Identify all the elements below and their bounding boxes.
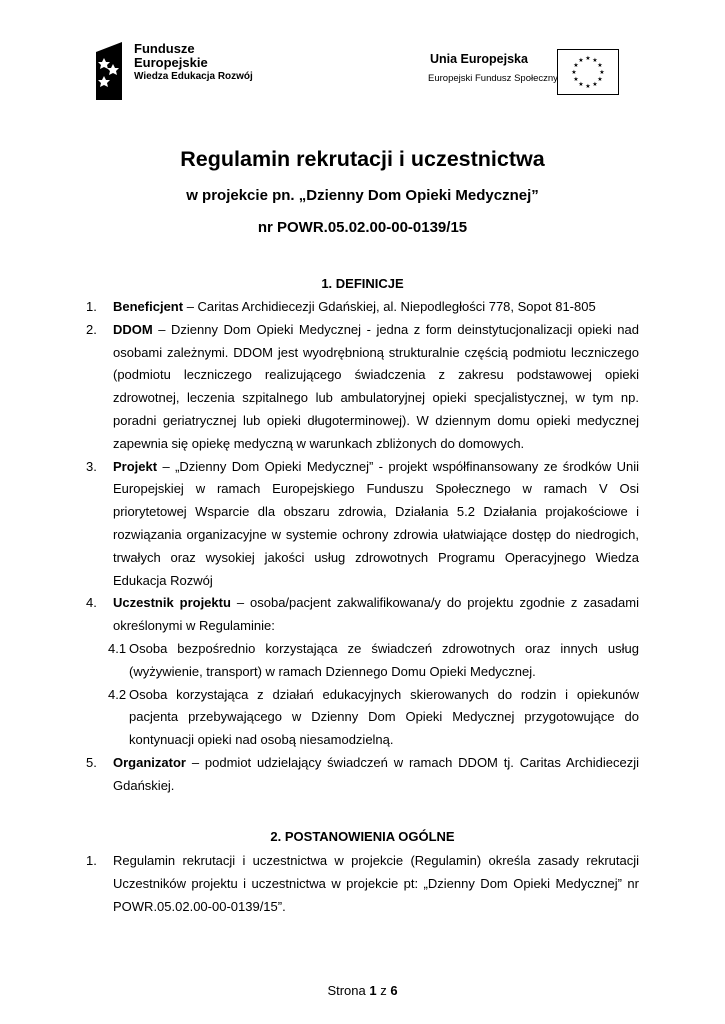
list-item <box>86 456 639 593</box>
svg-text:★: ★ <box>592 81 598 88</box>
page-separator: z <box>376 983 391 998</box>
section-1-heading: 1. DEFINICJE <box>321 276 404 291</box>
definition-term: Beneficjent <box>113 299 184 314</box>
svg-text:★: ★ <box>573 76 579 83</box>
eu-logo-title: Unia Europejska <box>430 52 528 66</box>
svg-text:★: ★ <box>599 69 605 76</box>
svg-text:★: ★ <box>592 57 598 64</box>
fe-logo-line1: Fundusze <box>134 41 195 56</box>
item-number: 4. <box>86 595 97 611</box>
general-provisions-list <box>86 850 639 918</box>
svg-text:★: ★ <box>578 81 584 88</box>
list-subitem <box>86 684 639 752</box>
svg-text:★: ★ <box>585 55 591 62</box>
subitem-number: 4.1 <box>108 640 127 656</box>
list-item <box>86 296 639 319</box>
definition-term: Organizator <box>113 754 186 770</box>
list-item <box>86 850 639 918</box>
list-subitem <box>86 638 639 684</box>
item-number: 1. <box>86 853 97 868</box>
definition-term: Uczestnik projektu <box>113 595 231 611</box>
fe-star-icon <box>96 42 128 100</box>
document-subtitle: w projekcie pn. „Dzienny Dom Opieki Medycznej” <box>186 187 539 204</box>
list-item <box>86 592 639 638</box>
page-label: Strona <box>327 983 370 998</box>
document-title: Regulamin rekrutacji i uczestnictwa <box>180 147 545 171</box>
section-2-heading: 2. POSTANOWIENIA OGÓLNE <box>270 829 455 844</box>
definition-term: DDOM <box>113 321 153 337</box>
svg-text:★: ★ <box>597 62 603 69</box>
eu-flag-icon <box>557 49 619 95</box>
fe-logo-line2: Europejskie <box>134 55 208 70</box>
current-page: 1 <box>369 983 377 998</box>
item-number: 5. <box>86 754 97 770</box>
svg-text:★: ★ <box>571 69 577 76</box>
definition-text: – podmiot udzielający świadczeń w ramach DDOM tj. Caritas Archidiecezji Gdańskiej. <box>113 754 639 793</box>
definition-text: – Caritas Archidiecezji Gdańskiej, al. Niepodległości 778, Sopot 81-805 <box>183 299 596 314</box>
svg-text:★: ★ <box>597 76 603 83</box>
item-number: 1. <box>86 299 97 314</box>
provision-text: Regulamin rekrutacji i uczestnictwa w projekcie (Regulamin) określa zasady rekrutacji Uczestników projektu i uczestnictwa w projekcie pt: „Dzienny Dom Opieki Medycznej” nr POWR.05.02.00-00-0139/15”. <box>113 853 639 914</box>
definitions-list <box>86 296 639 798</box>
subitem-text: Osoba korzystająca z działań edukacyjnych skierowanych do rodzin i opiekunów pacjenta przebywającego w Dzienny Dom Opieki Medycznej przygotowujące do kontynuacji opieki nad osobą niesamodzielną. <box>129 686 639 748</box>
fe-logo-line3: Wiedza Edukacja Rozwój <box>134 71 253 82</box>
definition-term: Projekt <box>113 458 158 474</box>
project-number: nr POWR.05.02.00-00-0139/15 <box>257 219 468 236</box>
item-number: 2. <box>86 321 97 337</box>
fundusze-europejskie-logo <box>96 42 266 100</box>
item-number: 3. <box>86 458 97 474</box>
page-footer <box>0 983 725 998</box>
total-pages: 6 <box>390 983 398 998</box>
subitem-number: 4.2 <box>108 686 127 702</box>
svg-text:★: ★ <box>573 62 579 69</box>
definition-text: – „Dzienny Dom Opieki Medycznej” - projekt współfinansowany ze środków Unii Europejskiej w ramach Europejskiego Funduszu Społecznego w ramach V Osi priorytetowej Wsparcie dla obszaru zdrowia, Działania 5.2 Działania projakościowe i rozwiązania organizacyjne w systemie ochrony zdrowia ułatwiające dostęp do niedrogich, trwałych oraz wysokiej jakości usług zdrowotnych Programu Operacyjnego Wiedza Edukacja Rozwój <box>113 458 639 588</box>
unia-europejska-logo <box>430 49 620 99</box>
eu-logo-subtitle: Europejski Fundusz Społeczny <box>428 73 558 84</box>
list-item <box>86 752 639 798</box>
subitem-text: Osoba bezpośrednio korzystająca ze świadczeń zdrowotnych oraz innych usług (wyżywienie, transport) w ramach Dziennego Domu Opieki Medycznej. <box>129 640 639 679</box>
definition-text: – Dzienny Dom Opieki Medycznej - jedna z form deinstytucjonalizacji opieki nad osobami zależnymi. DDOM jest wyodrębnioną strukturalnie częścią podmiotu leczniczego (podmiotu leczniczego realizującego świadczenia z zakresu podstawowej opieki zdrowotnej, leczenia szpitalnego lub ambulatoryjnej opieki specjalistycznej, w tym np. poradni geriatrycznej lub opieki długoterminowej). W dziennym domu opieki medycznej zapewnia się opiekę medyczną w warunkach zbliżonych do domowych. <box>113 321 639 451</box>
list-item <box>86 319 639 456</box>
svg-text:★: ★ <box>585 83 591 90</box>
definition-text: – osoba/pacjent zakwalifikowana/y do projektu zgodnie z zasadami określonymi w Regulaminie: <box>113 595 639 634</box>
svg-text:★: ★ <box>578 57 584 64</box>
